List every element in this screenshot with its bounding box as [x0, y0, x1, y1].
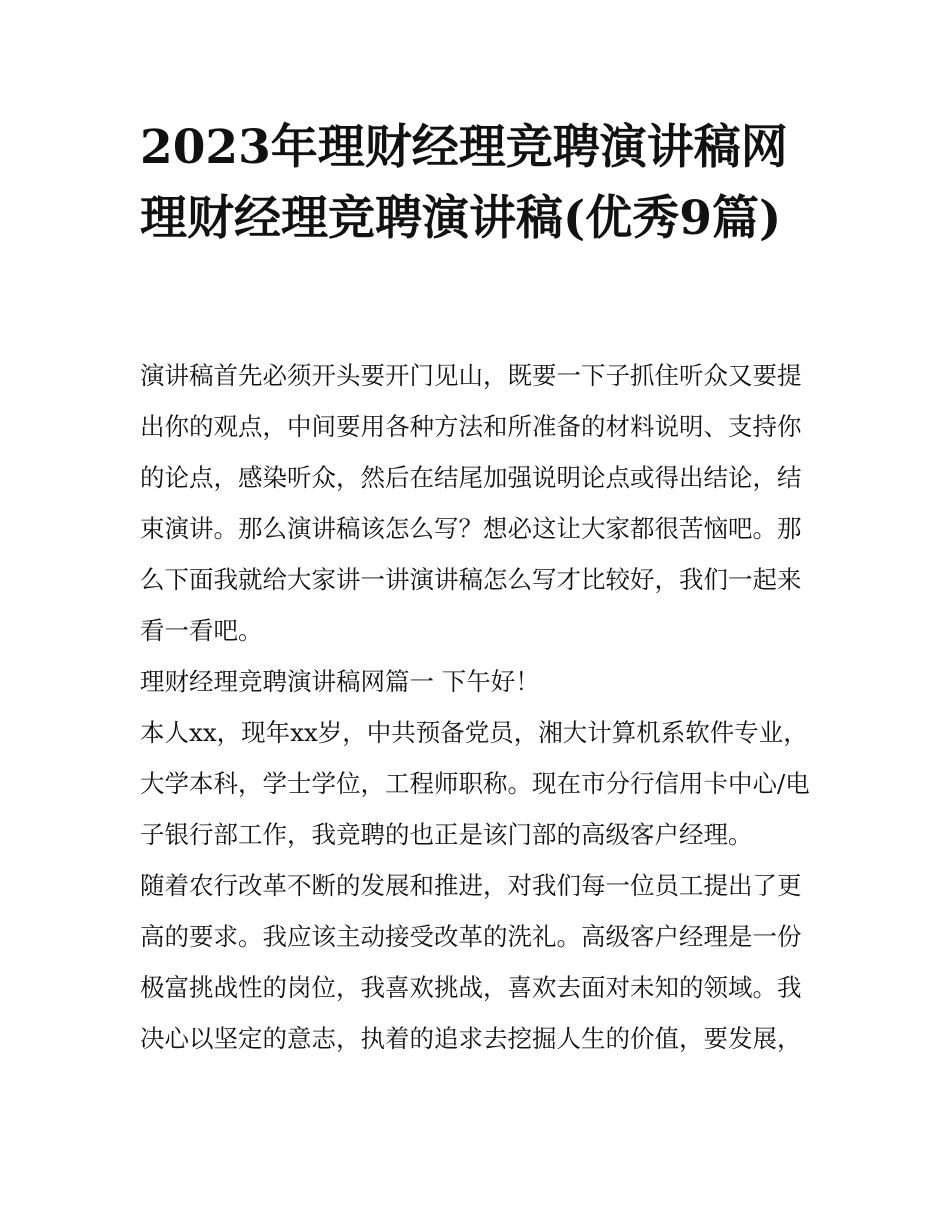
document-title: 2023年理财经理竞聘演讲稿网理财经理竞聘演讲稿(优秀9篇) — [140, 120, 788, 246]
section-heading-paragraph: 理财经理竞聘演讲稿网篇一 下午好！ — [140, 667, 540, 696]
self-introduction-paragraph: 本人xx，现年xx岁，中共预备党员，湘大计算机系软件专业，大学本科，学士学位，工程师职称。现在市分行信用卡中心/电子银行部工作，我竞聘的也正是该门部的高级客户经理。 — [140, 718, 810, 849]
document-body — [140, 350, 812, 1064]
intro-paragraph: 演讲稿首先必须开头要开门见山，既要一下子抓住听众又要提出你的观点，中间要用各种方法和所准备的材料说明、支持你的论点，感染听众，然后在结尾加强说明论点或得出结论，结束演讲。那么演讲稿该怎么写？想必这让大家都很苦恼吧。那么下面我就给大家讲一讲演讲稿怎么写才比较好，我们一起来看一看吧。 — [140, 361, 802, 645]
motivation-paragraph: 随着农行改革不断的发展和推进，对我们每一位员工提出了更高的要求。我应该主动接受改革的洗礼。高级客户经理是一份极富挑战性的岗位，我喜欢挑战，喜欢去面对未知的领域。我决心以坚定的意志，执着的追求去挖掘人生的价值，要发展， — [140, 871, 802, 1053]
